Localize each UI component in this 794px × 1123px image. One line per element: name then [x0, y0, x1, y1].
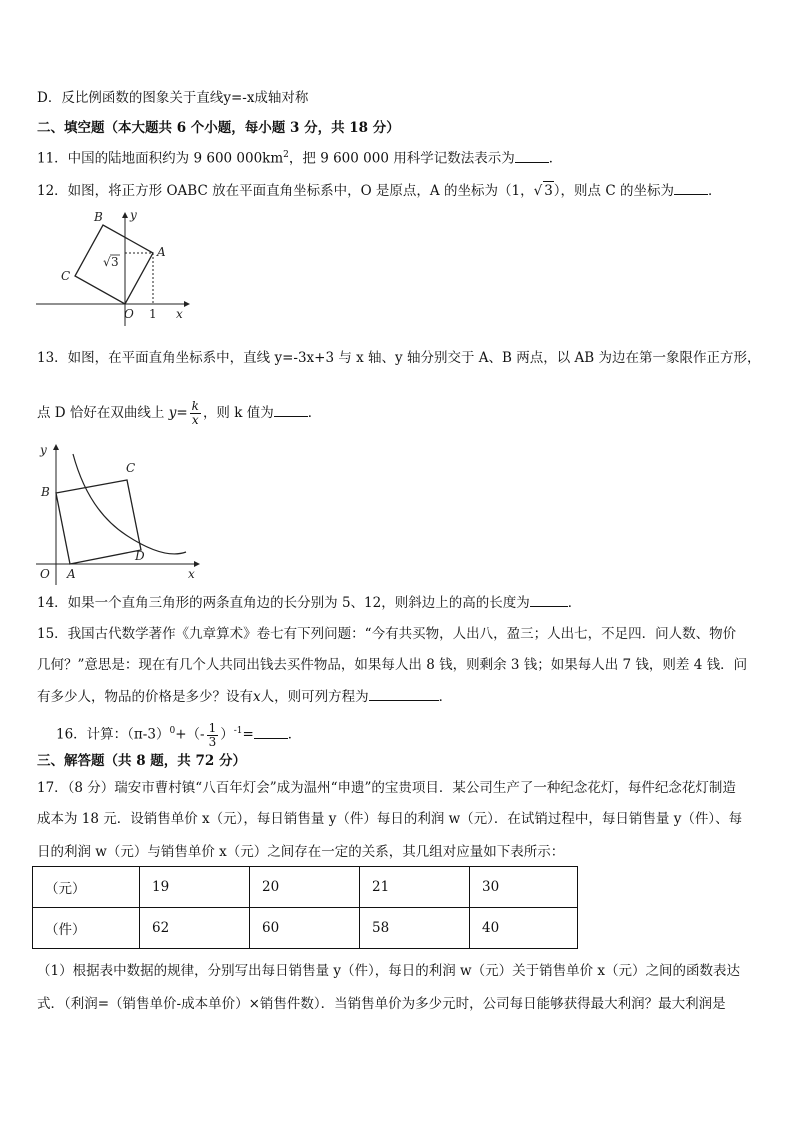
fig13-label-a: A: [67, 567, 76, 581]
table-row: [33, 867, 578, 908]
question-15-line-2: 几何？”意思是：现在有几个人共同出钱去买件物品，如果每人出 8 钱，则剩余 3 钱；如果每人出 7 钱，则差 4 钱．问: [37, 657, 748, 673]
q13-fraction-num: k: [191, 399, 199, 413]
table-cell: （件）: [33, 908, 140, 949]
q13-equals: =: [176, 405, 188, 421]
table-cell: 58: [360, 908, 470, 949]
q16-text-c: ）: [220, 726, 234, 743]
question-12: 12．如图，将正方形 OABC 放在平面直角坐标系中，O 是原点，A 的坐标为（1，√ 3），则点 C 的坐标为 ．: [37, 183, 722, 199]
q16-fraction-num: 1: [208, 720, 217, 735]
q16-text-d: =: [242, 726, 254, 743]
fig12-label-c: C: [61, 269, 71, 283]
table-cell: 30: [470, 867, 578, 908]
question-16: 16．计算：$(\pi-3)^0+(-$ $\frac{1}{3}$ ）$^{-1}$= ．: [56, 720, 302, 749]
question-13-line-1: 13．如图，在平面直角坐标系中，直线 y=-3x+3 与 x 轴、y 轴分别交于 A、B 两点，以 AB 为边在第一象限作正方形，: [37, 350, 761, 366]
question-11: 11．中国的陆地面积约为 9 600 $000km^2$，把 9 600 000 用科学记数法表示为 ．: [37, 150, 563, 167]
question-17-line-3: 日的利润 w（元）与销售单价 x（元）之间存在一定的关系，其几组对应量如下表所示：: [37, 844, 565, 860]
question-15-line-3: 有多少人，物品的价格是多少？设有x人，则可列方程为 ．: [37, 689, 453, 705]
q16-blank[interactable]: [254, 738, 288, 739]
q12-sqrt: 3: [544, 183, 553, 199]
q16-sup-neg1: -1: [233, 726, 243, 736]
fig13-label-d: D: [135, 549, 145, 563]
fig13-label-x: x: [188, 567, 195, 581]
fig12-label-one: 1: [149, 307, 157, 321]
fig13-label-b: B: [41, 485, 50, 499]
figure-12: [36, 208, 196, 326]
q15-blank[interactable]: [369, 700, 439, 701]
question-17-line-1: 17．（8 分）瑞安市曹村镇“八百年灯会”成为温州“申遗”的宝贵项目．某公司生产了一种纪念花灯，每件纪念花灯制造: [37, 780, 736, 796]
q13-text-a: 点 D 恰好在双曲线上: [37, 405, 165, 421]
q13-text-b: ，则 k 值为: [202, 405, 274, 421]
q13-fraction: [190, 400, 201, 427]
table-cell: （元）: [33, 867, 140, 908]
q11-text-b: ，把 9 600 000 用科学记数法表示为: [288, 150, 515, 167]
option-d-text: D．反比例函数的图象关于直线y=-x成轴对称: [37, 90, 309, 106]
q13-fraction-den: x: [191, 413, 199, 427]
q12-text-a: 12．如图，将正方形 OABC 放在平面直角坐标系中，O 是原点，A 的坐标为（1，: [37, 183, 534, 199]
question-14: 14．如果一个直角三角形的两条直角边的长分别为 5、12，则斜边上的高的长度为 ．: [37, 595, 582, 611]
fig12-sqrt3-radical: √: [103, 255, 111, 269]
q15-text-b: 人，则可列方程为: [260, 689, 369, 705]
table-row: [33, 908, 578, 949]
table-cell: 40: [470, 908, 578, 949]
q16-fraction-den: 3: [208, 734, 217, 749]
q17-data-table: [32, 866, 578, 949]
q12-text-b: ），则点 C 的坐标为: [553, 183, 674, 199]
fig12-label-o: O: [124, 307, 134, 321]
q11-superscript: 2: [283, 150, 289, 160]
figure-13: [36, 440, 206, 585]
fig13-label-y: y: [40, 443, 47, 457]
question-17-part-1-line-2: 式．（利润=（销售单价-成本单价）×销售件数）．当销售单价为多少元时，公司每日能够获得最大利润？最大利润是: [37, 996, 726, 1012]
fig12-label-x: x: [176, 307, 183, 321]
table-cell: 19: [140, 867, 250, 908]
question-17-part-1-line-1: （1）根据表中数据的规律，分别写出每日销售量 y（件），每日的利润 w（元）关于销售单价 x（元）之间的函数表达: [37, 963, 741, 979]
table-cell: 20: [250, 867, 360, 908]
q12-blank[interactable]: [674, 194, 708, 195]
fig13-label-c: C: [126, 461, 136, 475]
q15-var-x: x: [253, 689, 261, 705]
q13-var-y: y: [168, 405, 177, 421]
question-13-line-2: 点 D 恰好在双曲线上 y= $\frac{k}{x}$ ，则 k 值为 ．: [37, 399, 322, 427]
fig12-label-b: B: [94, 210, 103, 224]
question-17-line-2: 成本为 18 元．设销售单价 x（元），每日销售量 y（件）每日的利润 w（元）．在试销过程中，每日销售量 y（件）、每: [37, 811, 743, 827]
q11-text-a: 11．中国的陆地面积约为 9 600 000km: [37, 150, 284, 167]
q16-text-b: +（-: [175, 726, 205, 743]
table-cell: 60: [250, 908, 360, 949]
question-15-line-1: 15．我国古代数学著作《九章算术》卷七有下列问题：“今有共买物，人出八，盈三；人出七，不足四．问人数、物价: [37, 626, 737, 642]
fig12-sqrt3-label: 3: [111, 255, 119, 269]
q16-text-a: 16．计算：（π-3）: [56, 726, 170, 743]
q13-blank[interactable]: [274, 416, 308, 417]
table-cell: 21: [360, 867, 470, 908]
fig13-label-o: O: [40, 567, 50, 581]
q16-fraction: [207, 722, 219, 749]
q14-text: 14．如果一个直角三角形的两条直角边的长分别为 5、12，则斜边上的高的长度为: [37, 595, 530, 611]
section-3-heading: 三、解答题（共 8 题，共 72 分）: [37, 753, 246, 769]
q14-blank[interactable]: [530, 606, 568, 607]
fig12-label-y: y: [130, 208, 137, 222]
fig12-label-a: A: [157, 245, 166, 259]
table-cell: 62: [140, 908, 250, 949]
q15-text-a: 有多少人，物品的价格是多少？设有: [37, 689, 253, 705]
q11-blank[interactable]: [515, 162, 549, 163]
section-2-heading: 二、填空题（本大题共 6 个小题，每小题 3 分，共 18 分）: [37, 120, 400, 136]
q16-sup-0: 0: [169, 726, 176, 736]
